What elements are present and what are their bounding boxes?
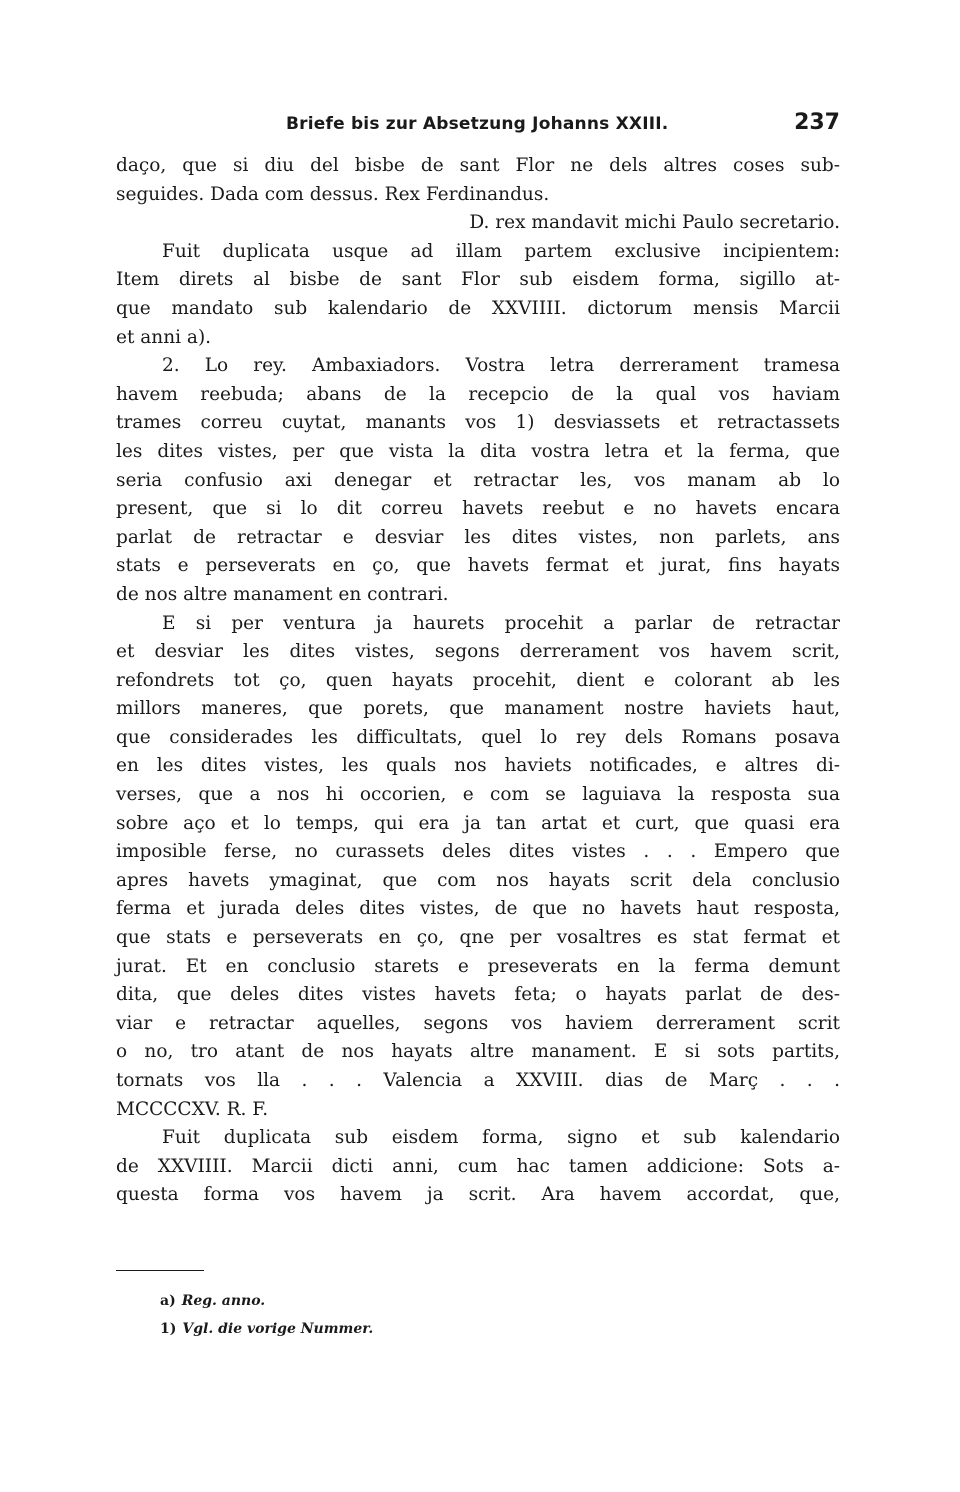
text-line: apres havets ymaginat, que com nos hayats scrit dela conclusio (116, 869, 840, 891)
text-line: que considerades les difficultats, quel lo rey dels Romans posava (116, 726, 840, 748)
text-line: 2. Lo rey. Ambaxiadors. Vostra letra derrerament tramesa (162, 355, 840, 377)
running-title: Briefe bis zur Absetzung Johanns XXIII. (286, 114, 669, 134)
text-line: seria confusio axi denegar et retractar les, vos manam ab lo (116, 469, 840, 491)
text-line: en les dites vistes, les quals nos haviets notificades, e altres di- (116, 755, 840, 777)
text-line: ferma et jurada deles dites vistes, de que no havets haut resposta, (116, 898, 840, 920)
footnote (160, 1287, 373, 1315)
text-line: et anni a). (116, 326, 212, 348)
text-line: Item direts al bisbe de sant Flor sub eisdem forma, sigillo at- (116, 269, 840, 291)
text-line: parlat de retractar e desviar les dites vistes, non parlets, ans (116, 526, 840, 548)
text-line: questa forma vos havem ja scrit. Ara havem accordat, que, (116, 1184, 840, 1206)
footnote-mark: a) (160, 1293, 176, 1309)
footnote-text: Reg. anno. (181, 1293, 266, 1309)
running-head (116, 110, 840, 140)
text-line: tornats vos lla . . . Valencia a XXVIII. dias de Març . . . (116, 1070, 840, 1091)
footnote-text: Vgl. die vorige Nummer. (182, 1321, 374, 1337)
footnote-mark: 1) (160, 1321, 177, 1337)
text-line: de XXVIIII. Marcii dicti anni, cum hac tamen addicione: Sots a- (116, 1155, 840, 1177)
text-line: present, que si lo dit correu havets reebut e no havets encara (116, 498, 840, 520)
text-line: imposible ferse, no curassets deles dites vistes . . . Empero que (116, 841, 840, 863)
page-number: 237 (794, 110, 840, 135)
text-line: de nos altre manament en contrari. (116, 583, 449, 605)
text-line: dita, que deles dites vistes havets feta; o hayats parlat de des- (116, 984, 840, 1006)
text-line: daço, que si diu del bisbe de sant Flor ne dels altres coses sub- (116, 155, 840, 176)
text-line: o no, tro atant de nos hayats altre manament. E si sots partits, (116, 1041, 840, 1063)
text-line: stats e perseverats en ço, que havets fermat et jurat, fins hayats (116, 555, 840, 577)
text-line: viar e retractar aquelles, segons vos haviem derrerament scrit (116, 1012, 840, 1034)
text-line: les dites vistes, per que vista la dita vostra letra et la ferma, que (116, 440, 840, 462)
text-line: E si per ventura ja haurets procehit a parlar de retractar (162, 612, 840, 634)
text-line: verses, que a nos hi occorien, e com se laguiava la resposta sua (116, 784, 840, 806)
text-line: seguides. Dada com dessus. Rex Ferdinandus. (116, 183, 550, 205)
text-line: jurat. Et en conclusio starets e preseverats en la ferma demunt (116, 955, 840, 977)
text-line: refondrets tot ço, quen hayats procehit, dient e colorant ab les (116, 669, 840, 691)
text-line: havem reebuda; abans de la recepcio de la qual vos haviam (116, 383, 840, 405)
text-line: Fuit duplicata sub eisdem forma, signo et sub kalendario (162, 1127, 840, 1149)
footnotes (160, 1287, 373, 1343)
text-line: Fuit duplicata usque ad illam partem exclusive incipientem: (162, 240, 840, 262)
text-line: millors maneres, que porets, que manament nostre haviets haut, (116, 698, 840, 720)
text-line: sobre aço et lo temps, qui era ja tan artat et curt, que quasi era (116, 812, 840, 834)
text-line: D. rex mandavit michi Paulo secretario. (469, 212, 840, 234)
text-line: que stats e perseverats en ço, qne per vosaltres es stat fermat et (116, 927, 840, 949)
text-line: MCCCCXV. R. F. (116, 1098, 269, 1120)
text-line: trames correu cuytat, manants vos 1) desviassets et retractassets (116, 412, 840, 434)
footnote-divider (116, 1270, 204, 1271)
text-line: et desviar les dites vistes, segons derrerament vos havem scrit, (116, 641, 840, 663)
footnote (160, 1315, 373, 1343)
body-text (116, 152, 840, 1210)
text-line: que mandato sub kalendario de XXVIIII. dictorum mensis Marcii (116, 297, 840, 319)
